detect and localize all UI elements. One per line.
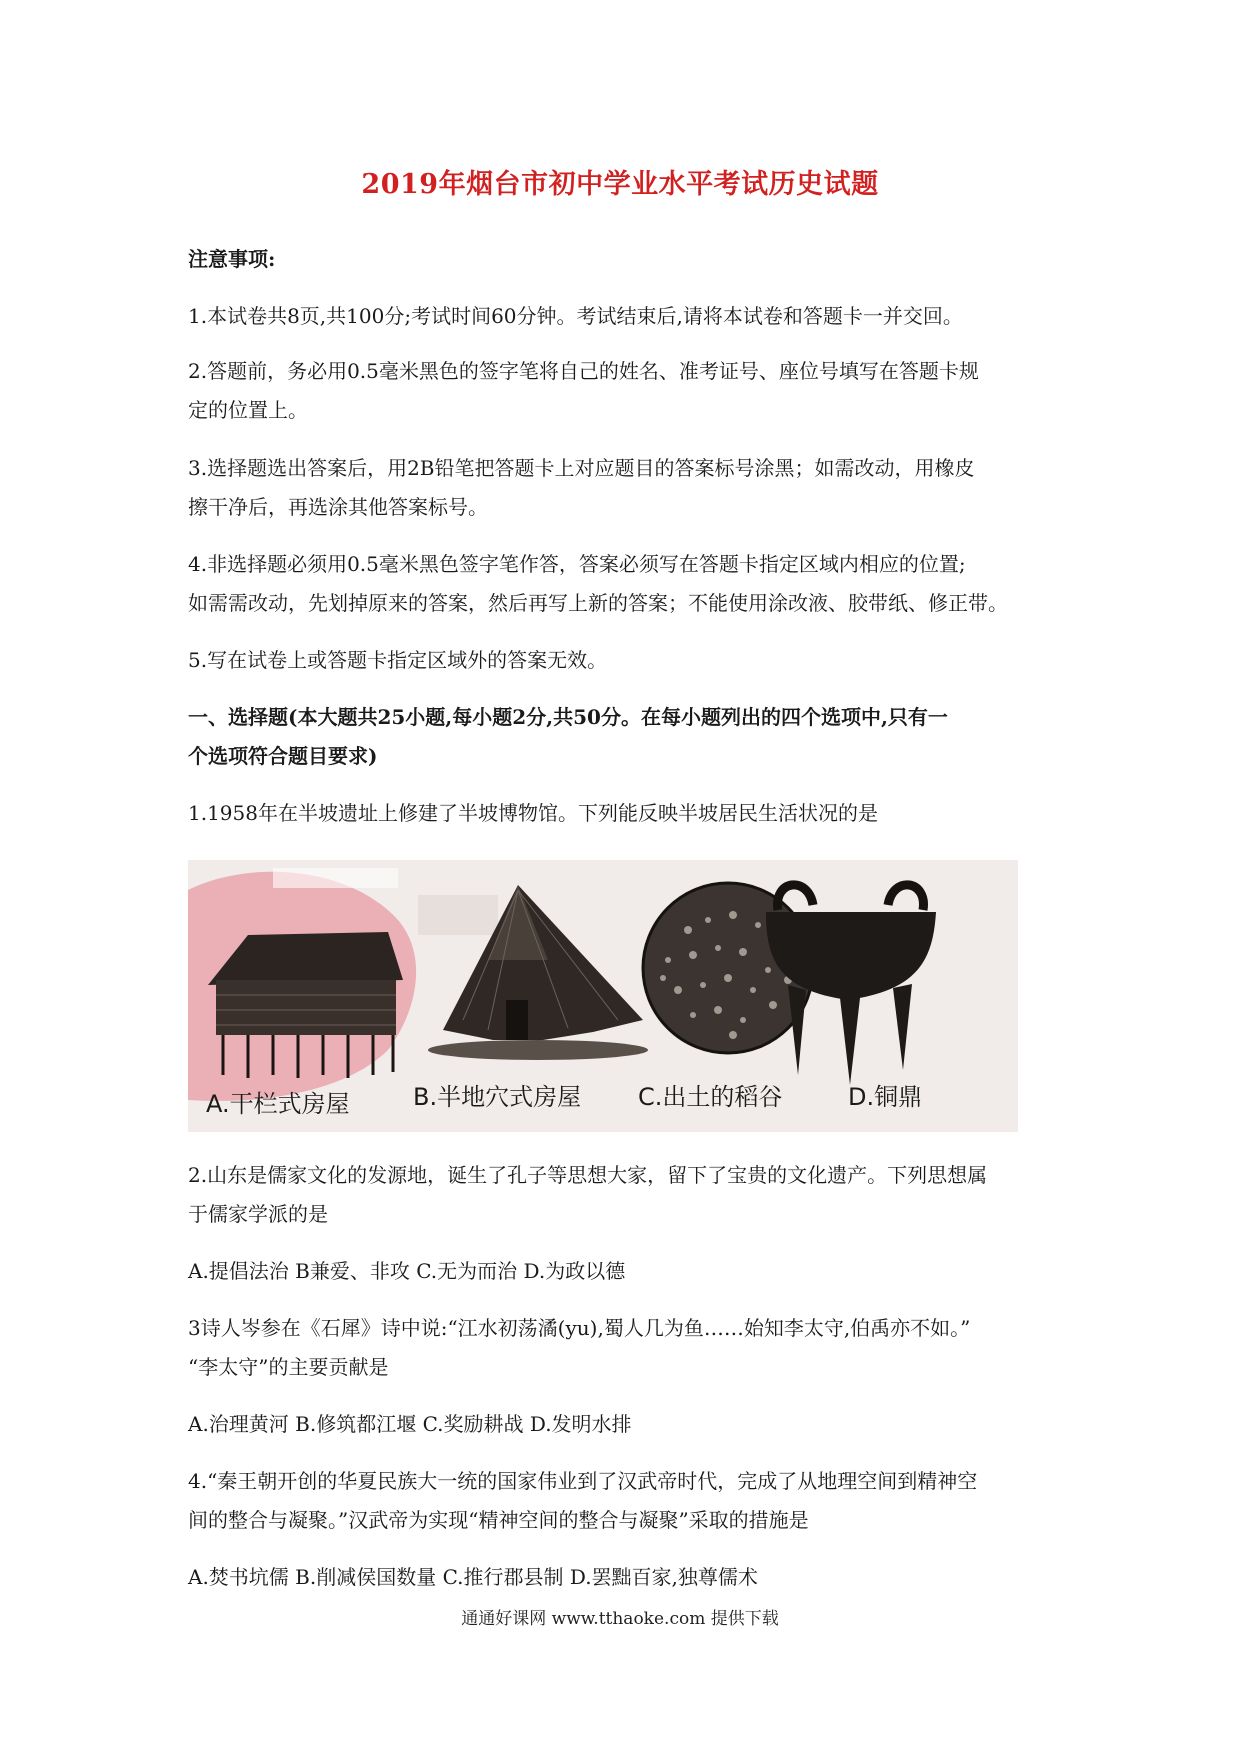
caption-b: B.半地穴式房屋 [413,1083,582,1111]
notice-item-1: 1.本试卷共8页,共100分;考试时间60分钟。考试结束后,请将本试卷和答题卡一并交回。 [188,304,963,328]
notice-item-4-cont: 如需需改动，先划掉原来的答案，然后再写上新的答案；不能使用涂改液、胶带纸、修正带。 [188,591,1008,615]
question-1: 1.1958年在半坡遗址上修建了半坡博物馆。下列能反映半坡居民生活状况的是 [188,801,878,825]
question-4: 4.“秦王朝开创的华夏民族大一统的国家伟业到了汉武帝时代，完成了从地理空间到精神空 [188,1469,978,1493]
notice-item-5: 5.写在试卷上或答题卡指定区域外的答案无效。 [188,648,608,672]
notice-item-3-cont: 擦干净后，再选涂其他答案标号。 [188,495,488,519]
question-4-options: A.焚书坑儒 B.削减侯国数量 C.推行郡县制 D.罢黜百家,独尊儒术 [188,1565,758,1589]
question-2: 2.山东是儒家文化的发源地，诞生了孔子等思想大家，留下了宝贵的文化遗产。下列思想属 [188,1163,988,1187]
caption-d: D.铜鼎 [848,1083,923,1111]
notice-item-4: 4.非选择题必须用0.5毫米黑色签字笔作答，答案必须写在答题卡指定区域内相应的位置; [188,552,966,576]
question-2-cont: 于儒家学派的是 [188,1202,328,1226]
notice-item-2-cont: 定的位置上。 [188,398,308,422]
caption-c: C.出土的稻谷 [638,1083,783,1111]
notice-item-2: 2.答题前，务必用0.5毫米黑色的签字笔将自己的姓名、准考证号、座位号填写在答题卡规 [188,359,979,383]
question-1-figure [188,860,1018,1132]
question-3-cont: “李太守”的主要贡献是 [188,1355,389,1379]
question-4-cont: 间的整合与凝聚。”汉武帝为实现“精神空间的整合与凝聚”采取的措施是 [188,1508,809,1532]
section-heading: 一、选择题(本大题共25小题,每小题2分,共50分。在每小题列出的四个选项中,只有一 [188,705,948,729]
notice-heading: 注意事项: [188,247,276,271]
notice-item-3: 3.选择题选出答案后，用2B铅笔把答题卡上对应题目的答案标号涂黑；如需改动，用橡皮 [188,456,975,480]
page-title: 2019年烟台市初中学业水平考试历史试题 [361,169,879,200]
question-2-options: A.提倡法治 B兼爱、非攻 C.无为而治 D.为政以德 [188,1259,626,1283]
question-3: 3诗人岑参在《石犀》诗中说:“江水初荡潏(yu),蜀人几为鱼……始知李太守,伯禹亦不如。” [188,1316,971,1340]
page-footer: 通通好课网 www.tthaoke.com 提供下载 [461,1609,779,1629]
section-heading-cont: 个选项符合题目要求) [188,744,378,768]
question-3-options: A.治理黄河 B.修筑都江堰 C.奖励耕战 D.发明水排 [188,1412,632,1436]
caption-a: A.干栏式房屋 [206,1090,350,1118]
